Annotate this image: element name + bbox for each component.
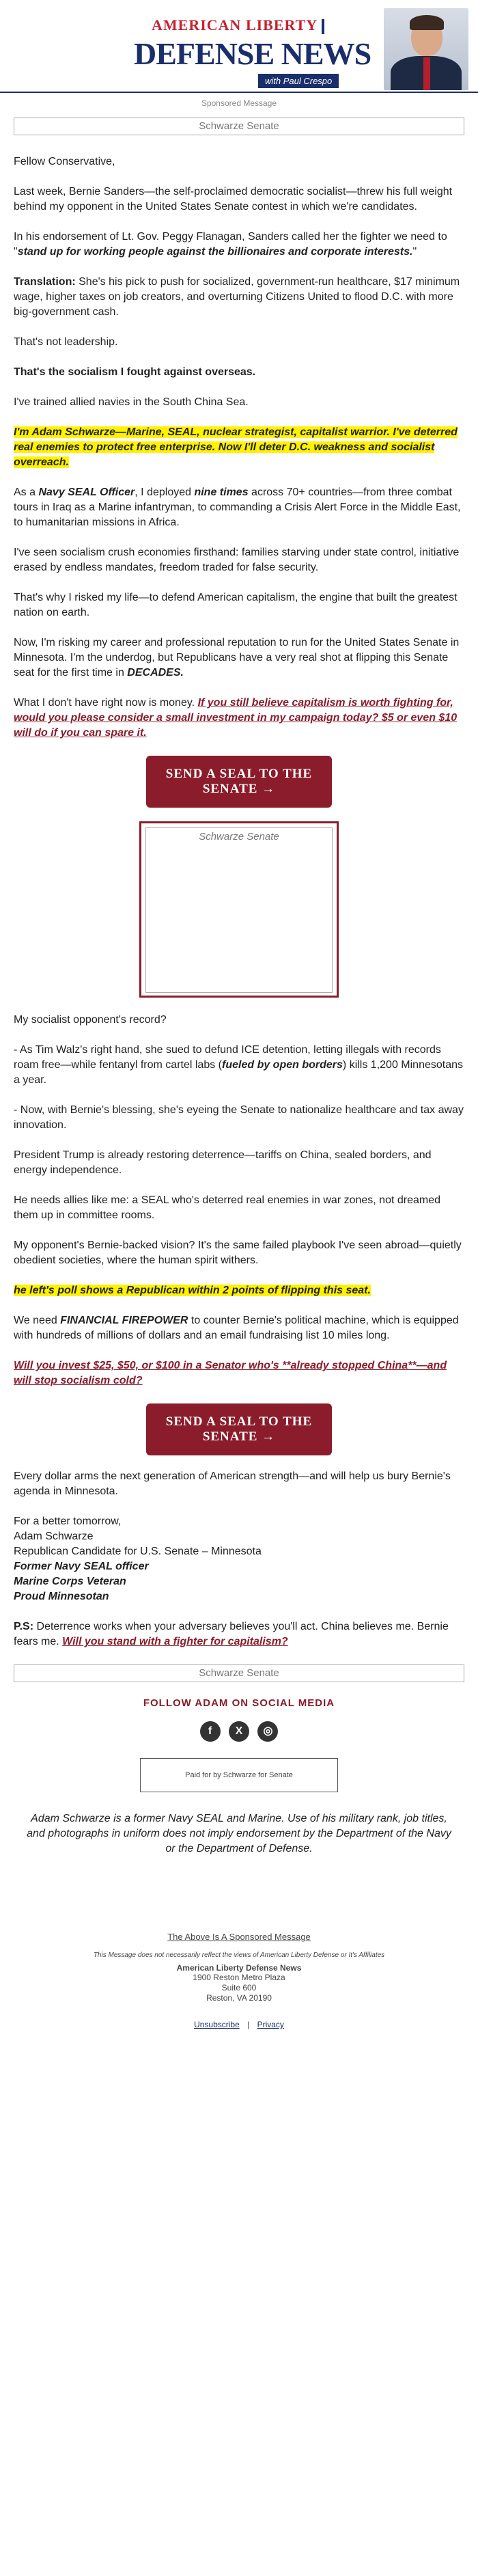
highlight-paragraph	[14, 1283, 464, 1298]
paid-for-box: Paid for by Schwarze for Senate	[140, 1758, 338, 1792]
brand-main: DEFENSE NEWS	[134, 36, 371, 71]
instagram-icon[interactable]: ◎	[257, 1721, 278, 1742]
text: to counter Bernie's political machine, which is equipped with hundreds of millions of dollars and an email fundraising list 10 miles long.	[14, 1315, 459, 1341]
paragraph: I've seen socialism crush economies firsthand: families starving under state control, initiative erased by endless mandates, freedom traded for false security.	[14, 547, 460, 573]
sponsored-label: Sponsored Message	[201, 98, 277, 108]
paragraph: My opponent's Bernie-backed vision? It's the same failed playbook I've seen abroad—quietly obedient societies, where the human spirit withers.	[14, 1239, 462, 1266]
text: As a	[14, 487, 39, 498]
paragraph: I've trained allied navies in the South China Sea.	[14, 396, 249, 408]
label: Translation:	[14, 276, 76, 288]
unsubscribe-link[interactable]: Unsubscribe	[194, 2020, 240, 2029]
sign-name: Adam Schwarze	[14, 1531, 94, 1542]
text: That's the socialism I fought against overseas.	[14, 366, 256, 378]
text: nine times	[194, 487, 249, 498]
text: Deterrence works when your adversary believes you'll act. China believes me. Bernie fears me.	[14, 1621, 449, 1647]
follow-title: FOLLOW ADAM ON SOCIAL MEDIA	[143, 1697, 335, 1709]
paragraph	[14, 485, 464, 530]
sign-credential: Proud Minnesotan	[14, 1591, 109, 1602]
newsletter-header	[0, 0, 478, 93]
disclaimer: Adam Schwarze is a former Navy SEAL and Marine. Use of his military rank, job titles, and photographs in uniform does not imply endorsement by the Department of the Navy or the Department of Defense.	[27, 1813, 451, 1854]
host-photo	[384, 8, 468, 90]
letter-body	[0, 154, 478, 1649]
paragraph	[14, 365, 464, 380]
signature	[14, 1514, 464, 1604]
text: ) kills 1,200 Minnesotans a year.	[14, 1059, 464, 1086]
donate-link[interactable]: Will you stand with a fighter for capitalism?	[62, 1636, 288, 1647]
flag-bar-icon	[322, 19, 324, 34]
text: Now, I'm risking my career and professional reputation to run for the United States Senate in Minnesota. I'm the underdog, but Republicans have a very real shot at flipping this Senate seat for the first time in	[14, 637, 460, 679]
text: In his endorsement of Lt. Gov. Peggy Flanagan, Sanders called her the fighter we need to "	[14, 231, 447, 258]
donate-link[interactable]: If you still believe capitalism is worth fighting for, would you please consider a small investment in my campaign today? $5 or even $10 will do if you can spare it.	[14, 697, 458, 739]
paragraph: That's why I risked my life—to defend American capitalism, the engine that built the greatest nation on earth.	[14, 592, 458, 618]
address-line: Reston, VA 20190	[206, 1993, 272, 2003]
sponsored-notice: The Above Is A Sponsored Message	[167, 1932, 311, 1942]
candidate-photo[interactable]: Schwarze Senate	[145, 827, 333, 993]
paragraph	[14, 1358, 464, 1388]
send-seal-button[interactable]: SEND A SEAL TO THE SENATE →	[146, 1403, 332, 1455]
banner-image[interactable]: Schwarze Senate	[14, 118, 464, 135]
text: "	[412, 246, 417, 258]
greeting: Fellow Conservative,	[14, 156, 115, 167]
text: fueled by open borders	[222, 1059, 343, 1071]
send-seal-button[interactable]: SEND A SEAL TO THE SENATE →	[146, 756, 332, 808]
candidate-photo-frame	[139, 821, 339, 998]
social-links	[0, 1721, 478, 1742]
postscript	[14, 1619, 464, 1649]
text: , I deployed	[135, 487, 195, 498]
text: DECADES.	[127, 667, 184, 679]
text: Navy SEAL Officer	[38, 487, 135, 498]
donate-link[interactable]: Will you invest $25, $50, or $100 in a Senator who's **already stopped China**—and will stop socialism cold?	[14, 1360, 447, 1386]
sign-line: For a better tomorrow,	[14, 1516, 122, 1527]
facebook-icon[interactable]: f	[200, 1721, 221, 1742]
paragraph: That's not leadership.	[14, 336, 118, 348]
footer-banner-image[interactable]: Schwarze Senate	[14, 1664, 464, 1682]
text: FINANCIAL FIREPOWER	[60, 1315, 188, 1326]
brand-top-text: AMERICAN LIBERTY	[152, 16, 318, 33]
address-line: Suite 600	[221, 1983, 257, 1992]
footer-org: American Liberty Defense News	[176, 1963, 302, 1973]
paragraph: He needs allies like me: a SEAL who's deterred real enemies in war zones, not dreamed them up in committee rooms.	[14, 1194, 441, 1221]
sign-credential: Marine Corps Veteran	[14, 1576, 126, 1587]
paragraph	[14, 1313, 464, 1343]
brand-top	[152, 16, 324, 34]
brand-sub: with Paul Crespo	[258, 74, 339, 88]
text: - As Tim Walz's right hand, she sued to defund ICE detention, letting illegals with records roam free—while fentanyl from cartel labs (	[14, 1044, 441, 1071]
highlight-text: he left's poll shows a Republican within 2 points of flipping this seat.	[14, 1285, 371, 1296]
paragraph: Every dollar arms the next generation of American strength—and will help us bury Bernie's agenda in Minnesota.	[14, 1470, 451, 1497]
paragraph: Last week, Bernie Sanders—the self-proclaimed democratic socialist—threw his full weight behind my opponent in the United States Senate contest in which we're candidates.	[14, 186, 453, 213]
paragraph	[14, 635, 464, 681]
ps-label: P.S:	[14, 1621, 34, 1632]
privacy-link[interactable]: Privacy	[257, 2020, 284, 2029]
footer	[0, 1932, 478, 2043]
paragraph: - Now, with Bernie's blessing, she's eyeing the Senate to nationalize healthcare and tax away innovation.	[14, 1104, 464, 1131]
footer-links	[0, 2020, 478, 2029]
footer-address	[0, 1973, 478, 2003]
text: across 70+ countries—from three combat tours in Iraq as a Marine infantryman, to commanding a Crisis Alert Force in the Middle East, to humanitarian missions in Africa.	[14, 487, 461, 528]
highlight-text: I'm Adam Schwarze—Marine, SEAL, nuclear strategist, capitalist warrior. I've deterred real enemies to protect free enterprise. Now I'll deter D.C. weakness and socialist overreach.	[14, 426, 458, 468]
host-hair	[410, 15, 444, 30]
host-tie	[423, 57, 430, 90]
paragraph	[14, 696, 464, 741]
highlight-paragraph	[14, 425, 464, 470]
paragraph	[14, 1043, 464, 1088]
text: We need	[14, 1315, 61, 1326]
paragraph	[14, 275, 464, 320]
quote: stand up for working people against the billionaires and corporate interests.	[17, 246, 413, 258]
text: She's his pick to push for socialized, government-run healthcare, $17 minimum wage, higher taxes on job creators, and overturning Citizens United to flood D.C. with more big-government cash.	[14, 276, 460, 318]
sign-title: Republican Candidate for U.S. Senate – Minnesota	[14, 1546, 262, 1557]
x-icon[interactable]: X	[229, 1721, 249, 1742]
paragraph	[14, 230, 464, 260]
text: What I don't have right now is money.	[14, 697, 198, 709]
separator: |	[247, 2020, 250, 2029]
sign-credential: Former Navy SEAL officer	[14, 1561, 149, 1572]
footer-note: This Message does not necessarily reflect the views of American Liberty Defense or It's Affiliates	[93, 1951, 385, 1959]
paragraph: President Trump is already restoring deterrence—tariffs on China, sealed borders, and energy independence.	[14, 1149, 432, 1176]
paragraph: My socialist opponent's record?	[14, 1014, 167, 1026]
address-line: 1900 Reston Metro Plaza	[193, 1973, 285, 1982]
